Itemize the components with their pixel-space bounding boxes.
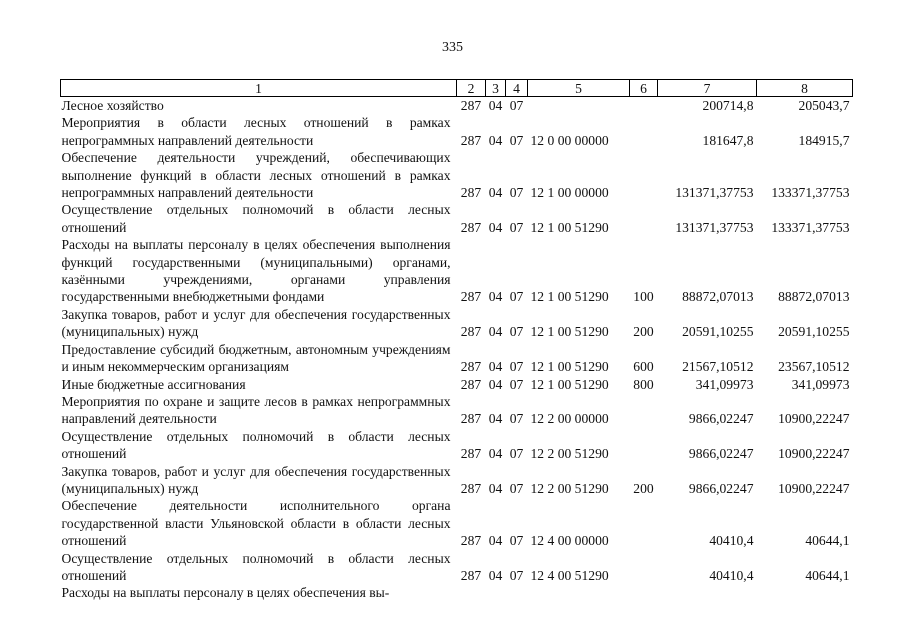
expense-type: [630, 584, 658, 601]
section-code: 04: [488, 289, 503, 305]
amount-col-8: 10900,22247: [778, 480, 850, 496]
column-header: 8: [757, 80, 853, 97]
section-code: 04: [488, 219, 503, 235]
admin-code: 287: [460, 98, 482, 113]
amount-col-7: 131371,37753: [675, 219, 754, 235]
amount-col-8: 40644,1: [805, 533, 850, 549]
table-row: [61, 463, 853, 498]
expense-type: 100: [633, 289, 654, 305]
expense-type: [630, 393, 658, 428]
table-row: [61, 114, 853, 149]
subsection-code: 07: [509, 359, 524, 375]
table-row: [61, 497, 853, 549]
column-header: 4: [506, 80, 528, 97]
section-code: 04: [488, 359, 503, 375]
section-code: [486, 584, 506, 601]
amount-col-8: 133371,37753: [771, 185, 850, 201]
row-name: Иные бюджетные ассигнования: [61, 376, 246, 392]
row-name: Осуществление отдельных полномочий в области лесных отношений: [61, 202, 451, 235]
amount-col-8: 23567,10512: [778, 359, 850, 375]
row-name: Мероприятия в области лесных отношений в рамках непрограммных направлений деятельности: [61, 115, 451, 148]
target-article: 12 4 00 00000: [530, 533, 609, 549]
amount-col-7: 40410,4: [709, 567, 754, 583]
amount-col-7: 40410,4: [709, 533, 754, 549]
table-row: [61, 236, 853, 306]
target-article: 12 2 00 51290: [530, 480, 609, 496]
amount-col-8: 88872,07013: [778, 289, 850, 305]
amount-col-8: 341,09973: [791, 376, 850, 392]
table-row: [61, 376, 853, 393]
admin-code: 287: [460, 567, 482, 583]
amount-col-7: 200714,8: [702, 98, 754, 113]
subsection-code: 07: [509, 533, 524, 549]
table-row: [61, 97, 853, 115]
admin-code: 287: [460, 185, 482, 201]
row-name: Закупка товаров, работ и услуг для обеспечения государственных (муниципальных) нужд: [61, 463, 451, 496]
amount-col-8: 205043,7: [798, 98, 850, 113]
expense-type: [630, 550, 658, 585]
column-header: 1: [61, 80, 457, 97]
amount-col-7: 341,09973: [695, 376, 754, 392]
row-name: Расходы на выплаты персоналу в целях обеспечения вы-: [61, 585, 390, 601]
column-header: 7: [658, 80, 757, 97]
subsection-code: 07: [509, 98, 524, 113]
subsection-code: 07: [509, 376, 524, 392]
row-name: Осуществление отдельных полномочий в области лесных отношений: [61, 550, 451, 583]
table-row: [61, 201, 853, 236]
expense-type: 600: [633, 359, 654, 375]
row-name: Расходы на выплаты персоналу в целях обеспечения выполнения функций государственными (муниципальными) органами, казёнными учреждениями, органами управления государственными внебюджетными фондами: [61, 237, 451, 305]
column-header: 5: [528, 80, 630, 97]
amount-col-7: 21567,10512: [682, 359, 754, 375]
target-article: 12 2 00 00000: [530, 411, 609, 427]
amount-col-7: 181647,8: [702, 132, 754, 148]
budget-table: [60, 79, 853, 602]
amount-col-8: 20591,10255: [778, 324, 850, 340]
expense-type: [630, 149, 658, 201]
amount-col-7: [658, 584, 757, 601]
table-body: [61, 97, 853, 602]
row-name: Обеспечение деятельности учреждений, обеспечивающих выполнение функций в области лесных отношений в рамках непрограммных направлений деятельности: [61, 150, 451, 201]
section-code: 04: [488, 185, 503, 201]
amount-col-8: [757, 584, 853, 601]
amount-col-8: 10900,22247: [778, 446, 850, 462]
admin-code: 287: [460, 533, 482, 549]
expense-type: [630, 428, 658, 463]
target-article: [528, 584, 630, 601]
table-row: [61, 341, 853, 376]
expense-type: [630, 201, 658, 236]
admin-code: 287: [460, 446, 482, 462]
subsection-code: [506, 584, 528, 601]
subsection-code: 07: [509, 480, 524, 496]
admin-code: 287: [460, 359, 482, 375]
row-name: Лесное хозяйство: [61, 98, 164, 113]
section-code: 04: [488, 446, 503, 462]
table-row: [61, 550, 853, 585]
row-name: Мероприятия по охране и защите лесов в рамках непрограммных направлений деятельности: [61, 393, 451, 427]
expense-type: 800: [633, 376, 654, 392]
table-row: [61, 428, 853, 463]
amount-col-7: 20591,10255: [682, 324, 754, 340]
admin-code: 287: [460, 132, 482, 148]
amount-col-8: 133371,37753: [771, 219, 850, 235]
section-code: 04: [488, 480, 503, 496]
subsection-code: 07: [509, 219, 524, 235]
target-article: 12 1 00 51290: [530, 289, 609, 305]
row-name: Предоставление субсидий бюджетным, автономным учреждениям и иным некоммерческим организациям: [61, 341, 451, 375]
admin-code: 287: [460, 219, 482, 235]
subsection-code: 07: [509, 185, 524, 201]
amount-col-8: 40644,1: [805, 567, 850, 583]
amount-col-7: 88872,07013: [682, 289, 754, 305]
table-row: [61, 393, 853, 428]
section-code: 04: [488, 98, 503, 113]
expense-type: [630, 114, 658, 149]
admin-code: 287: [460, 324, 482, 340]
section-code: 04: [488, 376, 503, 392]
column-header: 3: [486, 80, 506, 97]
target-article: 12 1 00 51290: [530, 219, 609, 235]
amount-col-8: 184915,7: [798, 132, 850, 148]
table-row: [61, 584, 853, 601]
amount-col-7: 131371,37753: [675, 185, 754, 201]
admin-code: 287: [460, 289, 482, 305]
section-code: 04: [488, 567, 503, 583]
target-article: 12 1 00 51290: [530, 324, 609, 340]
target-article: 12 0 00 00000: [530, 132, 609, 148]
amount-col-8: 10900,22247: [778, 411, 850, 427]
target-article: [528, 97, 630, 115]
target-article: 12 1 00 51290: [530, 376, 609, 392]
subsection-code: 07: [509, 289, 524, 305]
amount-col-7: 9866,02247: [688, 446, 754, 462]
section-code: 04: [488, 132, 503, 148]
expense-type: 200: [633, 480, 654, 496]
target-article: 12 2 00 51290: [530, 446, 609, 462]
target-article: 12 4 00 51290: [530, 567, 609, 583]
table-header-row: [61, 80, 853, 97]
section-code: 04: [488, 411, 503, 427]
table-row: [61, 306, 853, 341]
target-article: 12 1 00 00000: [530, 185, 609, 201]
admin-code: 287: [460, 376, 482, 392]
amount-col-7: 9866,02247: [688, 411, 754, 427]
subsection-code: 07: [509, 411, 524, 427]
expense-type: 200: [633, 324, 654, 340]
table-row: [61, 149, 853, 201]
expense-type: [630, 497, 658, 549]
row-name: Обеспечение деятельности исполнительного органа государственной власти Ульяновской области в области лесных отношений: [61, 498, 451, 549]
column-header: 2: [457, 80, 486, 97]
amount-col-7: 9866,02247: [688, 480, 754, 496]
subsection-code: 07: [509, 567, 524, 583]
column-header: 6: [630, 80, 658, 97]
row-name: Осуществление отдельных полномочий в области лесных отношений: [61, 428, 451, 462]
expense-type: [630, 97, 658, 115]
page-number: 335: [442, 40, 463, 55]
row-name: Закупка товаров, работ и услуг для обеспечения государственных (муниципальных) нужд: [61, 306, 451, 340]
section-code: 04: [488, 533, 503, 549]
subsection-code: 07: [509, 324, 524, 340]
admin-code: 287: [460, 480, 482, 496]
target-article: 12 1 00 51290: [530, 359, 609, 375]
section-code: 04: [488, 324, 503, 340]
admin-code: [457, 584, 486, 601]
admin-code: 287: [460, 411, 482, 427]
subsection-code: 07: [509, 446, 524, 462]
subsection-code: 07: [509, 132, 524, 148]
